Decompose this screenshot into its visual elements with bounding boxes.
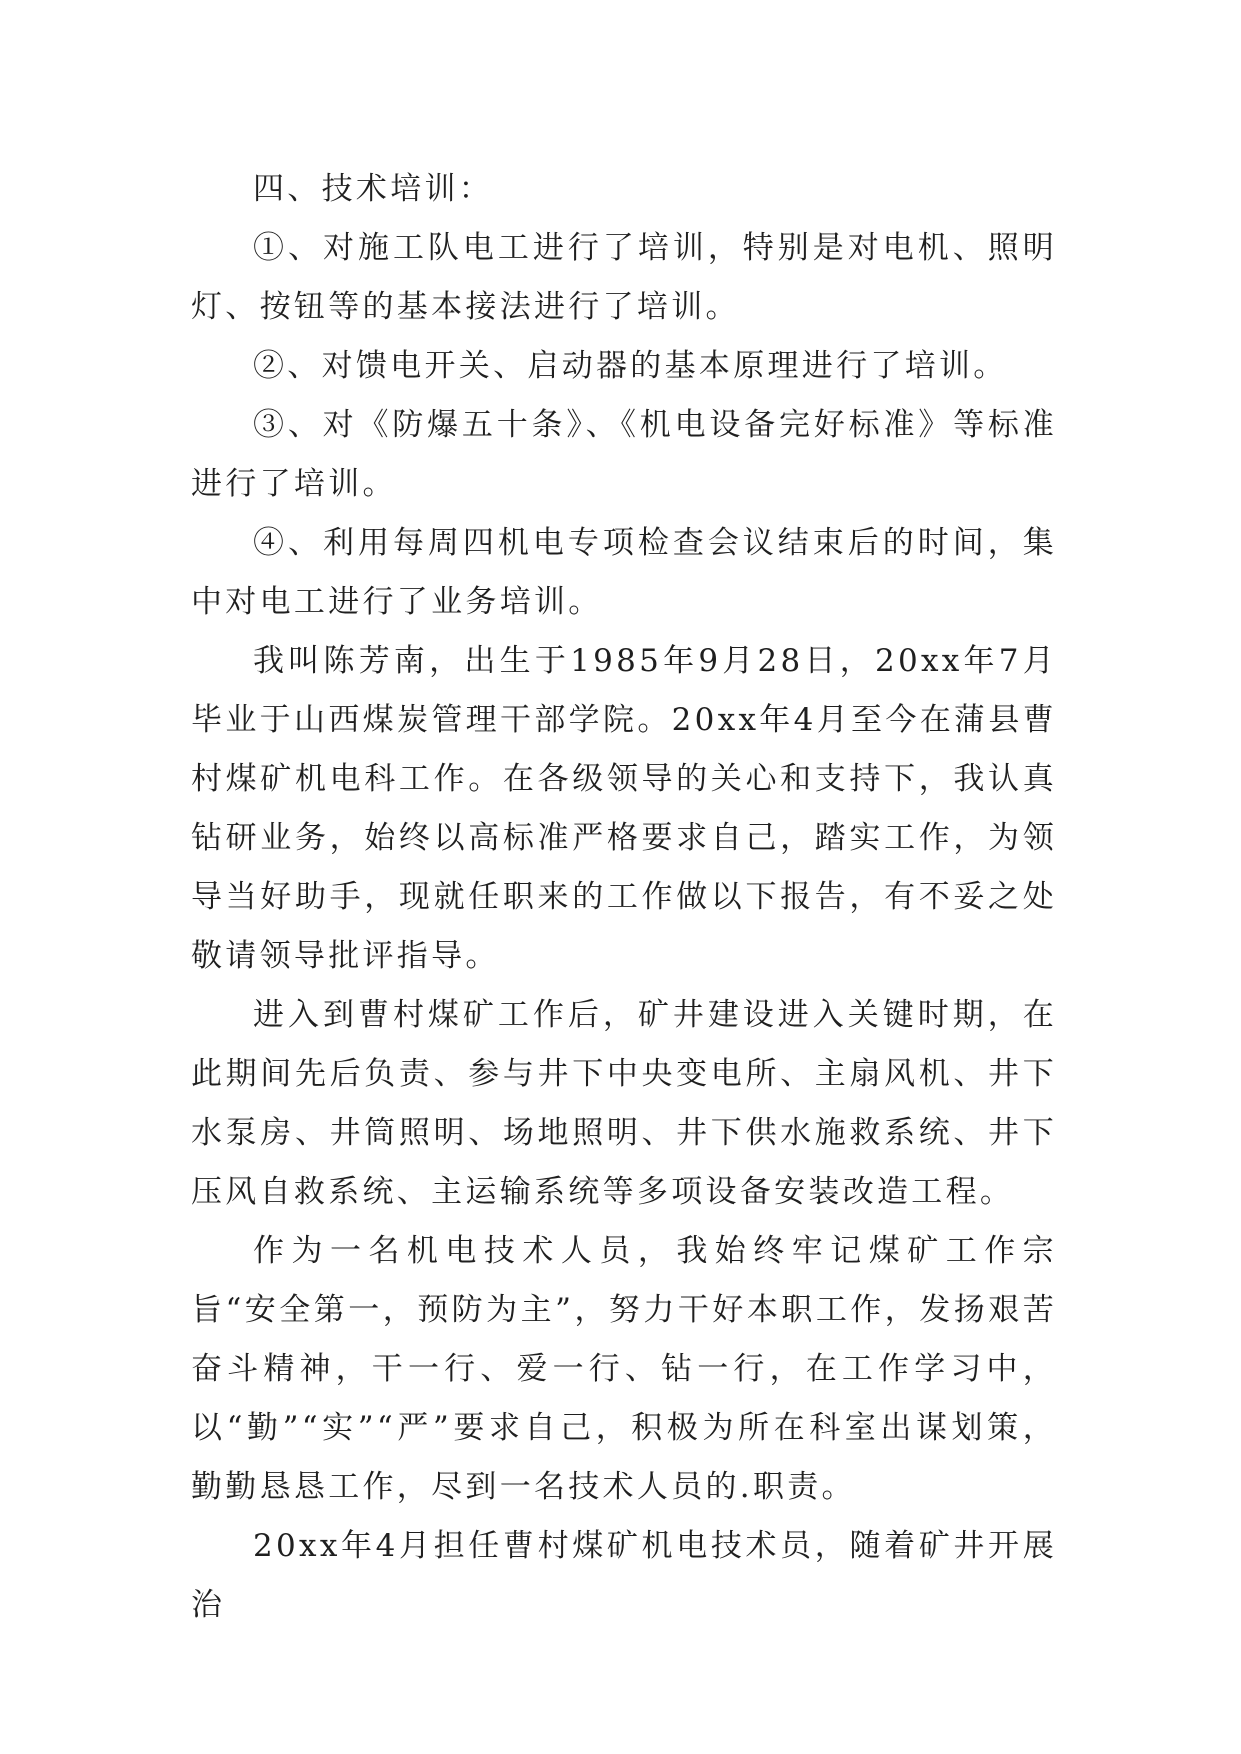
projects-paragraph: 进入到曹村煤矿工作后，矿井建设进入关键时期，在此期间先后负责、参与井下中央变电所、主扇风机、井下水泵房、井筒照明、场地照明、井下供水施救系统、井下压风自救系统、主运输系统等多项设备安装改造工程。 xyxy=(191,997,1057,1210)
position-paragraph: 20xx年4月担任曹村煤矿机电技术员，随着矿井开展治 xyxy=(191,1528,1057,1623)
training-item-2: ②、对馈电开关、启动器的基本原理进行了培训。 xyxy=(253,348,1008,384)
training-item-4: ④、利用每周四机电专项检查会议结束后的时间，集中对电工进行了业务培训。 xyxy=(191,525,1057,620)
work-attitude-paragraph: 作为一名机电技术人员，我始终牢记煤矿工作宗旨“安全第一，预防为主”，努力干好本职工作，发扬艰苦奋斗精神，干一行、爱一行、钻一行，在工作学习中，以“勤”“实”“严”要求自己，积极为所在科室出谋划策，勤勤恳恳工作，尽到一名技术人员的.职责。 xyxy=(191,1233,1057,1505)
section-heading-technical-training: 四、技术培训： xyxy=(253,171,494,207)
document-body xyxy=(191,160,1057,1635)
training-item-3: ③、对《防爆五十条》、《机电设备完好标准》等标准进行了培训。 xyxy=(191,407,1057,502)
personal-introduction-paragraph: 我叫陈芳南，出生于1985年9月28日，20xx年7月毕业于山西煤炭管理干部学院。20xx年4月至今在蒲县曹村煤矿机电科工作。在各级领导的关心和支持下，我认真钻研业务，始终以高标准严格要求自己，踏实工作，为领导当好助手，现就任职来的工作做以下报告，有不妥之处敬请领导批评指导。 xyxy=(191,643,1057,974)
training-item-1: ①、对施工队电工进行了培训，特别是对电机、照明灯、按钮等的基本接法进行了培训。 xyxy=(191,230,1057,325)
